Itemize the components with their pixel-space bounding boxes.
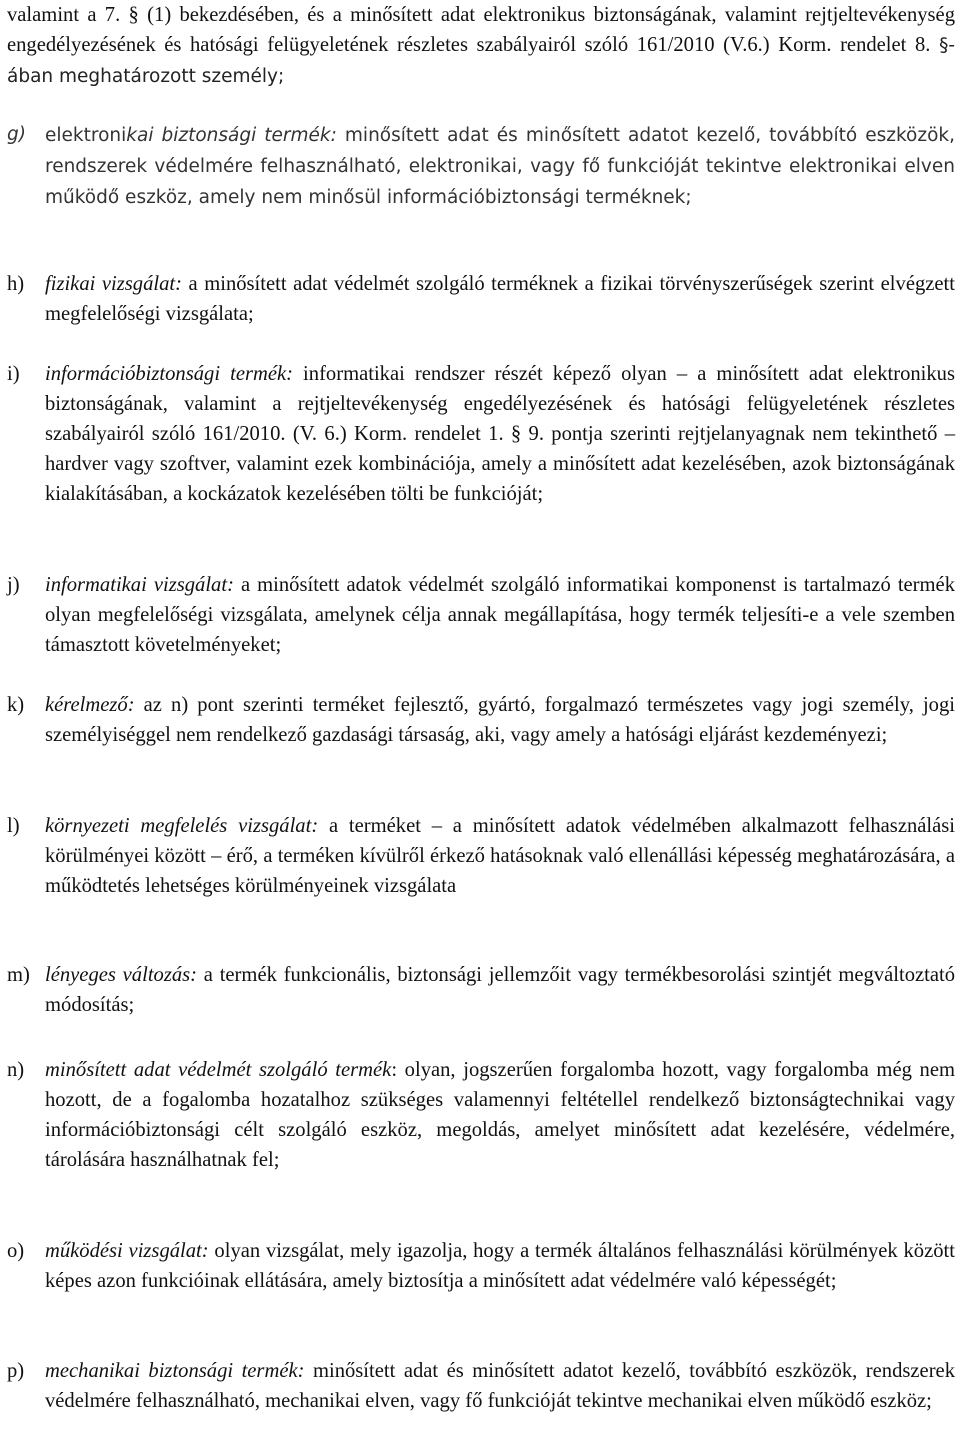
intro-text: valamint a 7. § (1) bekezdésében, és a minősített adat elektronikus biztonságának, valamint rejtjeltevékenység engedélyezésének és hatósági felügyeletének részletes szabályairól szóló 161/2010 (V.6.) Korm. rendelet 8. bbox=[7, 4, 955, 56]
item-body: minősített adat és minősített adatot kezelő, továbbító eszközök, rendszerek védelmére felhasználható, mechanikai elven, vagy fő funkcióját tekintve mechanikai elven működő eszköz; bbox=[45, 1360, 955, 1412]
item-marker: g) bbox=[7, 124, 26, 145]
item-body: a termék funkcionális, biztonsági jellemzőit vagy termékbesorolási szintjét megváltoztató módosítás; bbox=[45, 964, 956, 1016]
item-term: lényeges változás: bbox=[45, 964, 198, 986]
definition-item-n bbox=[7, 1055, 955, 1175]
item-term-part-b: kai biztonsági termék: bbox=[126, 125, 337, 146]
item-term-part-a: elektroni bbox=[45, 125, 127, 146]
item-term: környezeti megfelelés vizsgálat: bbox=[45, 815, 319, 837]
definition-item-g bbox=[7, 120, 955, 213]
item-term: működési vizsgálat: bbox=[45, 1240, 209, 1262]
item-body: informatikai rendszer részét képező olyan – a minősített adat elektronikus biztonságának, valamint a rejtjeltevékenység engedélyezésének és hatósági felügyeletének részletes szabályairól szóló 161/2010. (V. 6.) Korm. rendelet 1. § 9. pontja szerinti rejtjelanyagnak nem tekinthető – hardver vagy szoftver, valamint ezek kombinációja, amely a minősített adat kezelésében, azok biztonságának kialakításában, a kockázatok kezelésében tölti be funkcióját; bbox=[45, 363, 955, 505]
item-marker: i) bbox=[7, 363, 20, 385]
intro-tail: §-ában meghatározott személy; bbox=[7, 35, 955, 87]
item-marker: k) bbox=[7, 694, 25, 716]
item-term: informatikai vizsgálat: bbox=[45, 574, 234, 596]
item-marker: h) bbox=[7, 273, 25, 295]
item-marker: l) bbox=[7, 815, 20, 837]
item-marker: j) bbox=[7, 574, 20, 596]
definition-item-h bbox=[7, 269, 955, 329]
definition-item-m bbox=[7, 960, 955, 1020]
item-marker: p) bbox=[7, 1360, 25, 1382]
definition-item-k bbox=[7, 690, 955, 750]
item-body: a minősített adat védelmét szolgáló terméknek a fizikai törvényszerűségek szerint elvégzett megfelelőségi vizsgálata; bbox=[45, 273, 955, 325]
item-body: a minősített adatok védelmét szolgáló informatikai komponenst is tartalmazó termék olyan megfelelőségi vizsgálata, amelynek célja annak megállapítása, hogy termék teljesíti-e a vele szemben támasztott követelményeket; bbox=[45, 574, 955, 656]
definition-item-o bbox=[7, 1236, 955, 1296]
intro-paragraph bbox=[7, 0, 955, 92]
item-term: információbiztonsági termék: bbox=[45, 363, 293, 385]
item-body: az n) pont szerinti terméket fejlesztő, gyártó, forgalmazó természetes vagy jogi személy, jogi személyiséggel nem rendelkező gazdasági társaság, aki, vagy amely a hatósági eljárást kezdeményezi; bbox=[45, 694, 955, 746]
item-term: fizikai vizsgálat: bbox=[45, 273, 182, 295]
item-term: kérelmező: bbox=[45, 694, 135, 716]
item-term: minősített adat védelmét szolgáló termék bbox=[45, 1059, 392, 1081]
definition-item-l bbox=[7, 811, 955, 901]
definition-item-j bbox=[7, 570, 955, 660]
definition-item-i bbox=[7, 359, 955, 509]
item-marker: o) bbox=[7, 1240, 25, 1262]
item-body: minősített adat és minősített adatot kezelő, továbbító eszközök, rendszerek védelmére felhasználható, elektronikai, vagy fő funkcióját tekintve elektronikai elven működő eszköz, amely nem minősül információbiztonsági terméknek; bbox=[45, 125, 955, 208]
item-term: mechanikai biztonsági termék: bbox=[45, 1360, 305, 1382]
item-body: olyan vizsgálat, mely igazolja, hogy a termék általános felhasználási körülmények között képes azon funkcióinak ellátására, amely biztosítja a minősített adat védelmére való képességét; bbox=[45, 1240, 955, 1292]
item-body: : olyan, jogszerűen forgalomba hozott, vagy forgalomba még nem hozott, de a fogalomba hozatalhoz szükséges valamennyi feltétellel rendelkező biztonságtechnikai vagy információbiztonsági célt szolgáló eszköz, megoldás, amelyet minősített adat kezelésére, védelmére, tárolására használhatnak fel; bbox=[45, 1059, 955, 1171]
item-body: a terméket – a minősített adatok védelmében alkalmazott felhasználási körülményei között – érő, a terméken kívülről érkező hatásoknak való ellenállási képesség meghatározására, a működtetés lehetséges körülményeinek vizsgálata bbox=[45, 815, 955, 897]
definition-item-p bbox=[7, 1356, 955, 1416]
item-marker: m) bbox=[7, 964, 30, 986]
item-marker: n) bbox=[7, 1059, 25, 1081]
